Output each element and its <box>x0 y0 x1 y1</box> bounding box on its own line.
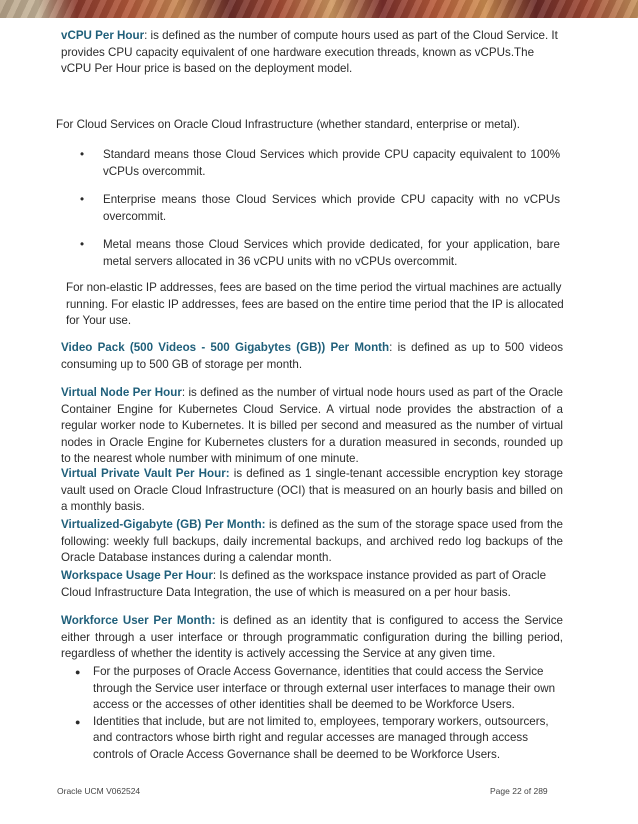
bullet-icon: • <box>80 193 85 207</box>
definition-virtual-node <box>61 385 563 468</box>
term-vcpu-per-hour: vCPU Per Hour <box>61 29 145 42</box>
decorative-header-banner <box>0 0 638 18</box>
definition-vcpu-per-hour <box>61 28 561 78</box>
bullet-text: Enterprise means those Cloud Services which provide CPU capacity with no vCPUs overcommit. <box>103 193 560 223</box>
definition-video-pack <box>61 340 563 373</box>
ip-address-note: For non-elastic IP addresses, fees are based on the time period the virtual machines are actually running. For elastic IP addresses, fees are based on the entire time period that the IP is allocated for Your use. <box>66 281 564 328</box>
definition-workforce-user <box>61 613 563 663</box>
bullet-text: Standard means those Cloud Services which provide CPU capacity equivalent to 100% vCPUs overcommit. <box>103 148 560 178</box>
list-item <box>80 237 560 270</box>
deployment-model-list <box>80 147 560 271</box>
definition-virtual-private-vault <box>61 466 563 516</box>
bullet-icon: • <box>80 238 85 252</box>
list-item <box>80 147 560 180</box>
bullet-text: For the purposes of Oracle Access Governance, identities that could access the Service through the Service user interface or through external user interfaces to manage their own access or the accesses of other identities shall be deemed to be Workforce Users. <box>93 665 556 712</box>
term-workspace-usage: Workspace Usage Per Hour <box>61 569 213 582</box>
definition-text: is defined as the sum of the storage space used from the following: weekly full backups, daily incremental backups, and archived redo log backups of the Oracle Database instances during a calendar month. <box>61 518 563 565</box>
definition-workspace-usage <box>61 568 563 601</box>
term-virtualized-gigabyte: Virtualized-Gigabyte (GB) Per Month: <box>61 518 266 531</box>
bullet-icon: • <box>80 148 85 161</box>
list-item <box>75 664 563 714</box>
bullet-text: Metal means those Cloud Services which provide dedicated, for your application, bare metal servers allocated in 36 vCPU units with no vCPUs overcommit. <box>103 238 560 268</box>
footer-document-id: Oracle UCM V062524 <box>57 786 141 796</box>
term-virtual-node: Virtual Node Per Hour <box>61 386 182 399</box>
bullet-icon: ● <box>75 716 81 727</box>
term-video-pack: Video Pack (500 Videos - 500 Gigabytes (GB)) Per Month <box>61 341 390 354</box>
term-workforce-user: Workforce User Per Month: <box>61 614 216 627</box>
list-item <box>80 192 560 225</box>
footer-page-number: Page 22 of 289 <box>490 786 548 796</box>
oci-intro-text: For Cloud Services on Oracle Cloud Infrastructure (whether standard, enterprise or metal). <box>56 118 520 131</box>
term-virtual-private-vault: Virtual Private Vault Per Hour: <box>61 467 230 480</box>
bullet-icon: ● <box>75 667 81 677</box>
definition-text: : is defined as up to 500 videos consuming up to 500 GB of storage per month. <box>61 341 563 371</box>
definition-text: : is defined as the number of virtual node hours used as part of the Oracle Container Engine for Kubernetes Cloud Service. A virtual node provides the abstraction of a regular worker node to Kubernetes. It is billed per second and measured as the number of virtual nodes in Oracle Engine for Kubernetes clusters for a duration measured in seconds, rounded up to the nearest whole number with minimum of one minute. <box>61 386 563 466</box>
definition-virtualized-gigabyte <box>61 517 563 567</box>
list-item <box>75 714 563 764</box>
definition-text: : Is defined as the workspace instance provided as part of Oracle Cloud Infrastructure Data Integration, the use of which is measured on a per hour basis. <box>61 569 547 599</box>
definition-text: : is defined as the number of compute hours used as part of the Cloud Service. It provides CPU capacity equivalent of one hardware execution threads, known as vCPUs.The vCPU Per Hour price is based on the deployment model. <box>61 29 558 76</box>
workforce-user-list <box>75 664 563 764</box>
bullet-text: Identities that include, but are not limited to, employees, temporary workers, outsourcers, and contractors whose birth right and regular accesses are managed through access controls of Oracle Access Governance shall be deemed to be Workforce Users. <box>93 714 549 761</box>
definition-text: is defined as 1 single-tenant accessible encryption key storage vault used on Oracle Cloud Infrastructure (OCI) that is measured on an hourly basis and billed on a monthly basis. <box>61 467 563 514</box>
definition-text: is defined as an identity that is configured to access the Service either through a user interface or through programmatic configuration during the billing period, regardless of whether the identity is actively accessing the Service at any given time. <box>61 614 563 661</box>
